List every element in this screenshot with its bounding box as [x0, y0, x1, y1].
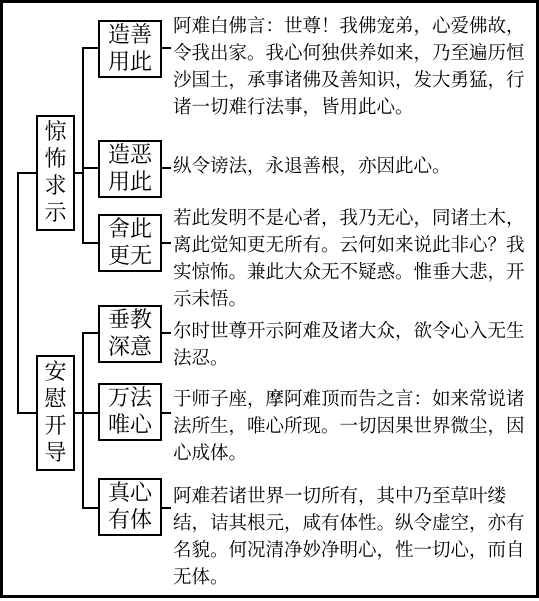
branch-label-text: 垂教深意 [107, 308, 152, 360]
branch-label-text: 万法唯心 [107, 386, 152, 438]
branch-label-text: 造善用此 [107, 23, 152, 75]
group-label-comfort-guide [36, 355, 75, 471]
group-label-text: 安慰开导 [44, 360, 67, 466]
branch-text-teaching-intent: 尔时世尊开示阿难及诸大众，欲令心入无生法忍。 [173, 321, 525, 369]
branch-label-text: 舍此更无 [107, 217, 152, 269]
branch-label-text: 真心有体 [107, 481, 152, 533]
branch-label-text: 造恶用此 [107, 143, 152, 195]
branch-label-good-deeds [98, 20, 162, 78]
branch-label-mind-only [98, 383, 162, 441]
branch-text-evil-deeds: 纵令谤法，永退善根，亦因此心。 [173, 156, 451, 177]
branch-label-true-mind [98, 478, 162, 536]
branch-text-mind-only: 于师子座，摩阿难顶而告之言：如来常说诸法所生，唯心所现。一切因果世界微尘，因心成体。 [173, 389, 525, 464]
group-label-text: 惊怖求示 [44, 120, 67, 226]
branch-label-teaching-intent [98, 305, 162, 363]
branch-label-evil-deeds [98, 140, 162, 198]
branch-label-nothing-else [98, 214, 162, 272]
branch-text-nothing-else: 若此发明不是心者，我乃无心，同诸土木，离此觉知更无所有。云何如来说此非心？我实惊怖。兼此大众无不疑惑。惟垂大悲，开示未悟。 [173, 208, 525, 310]
branch-text-good-deeds: 阿难白佛言：世尊！我佛宠弟，心爱佛故，令我出家。我心何独供养如来，乃至遍历恒沙国土，承事诸佛及善知识，发大勇猛，行诸一切难行法事，皆用此心。 [173, 16, 525, 118]
group-label-fear-plea [36, 115, 75, 231]
branch-text-true-mind: 阿难若诸世界一切所有，其中乃至草叶缕结，诘其根元，咸有体性。纵令虚空，亦有名貌。何况清净妙净明心，性一切心，而自无体。 [173, 486, 525, 588]
